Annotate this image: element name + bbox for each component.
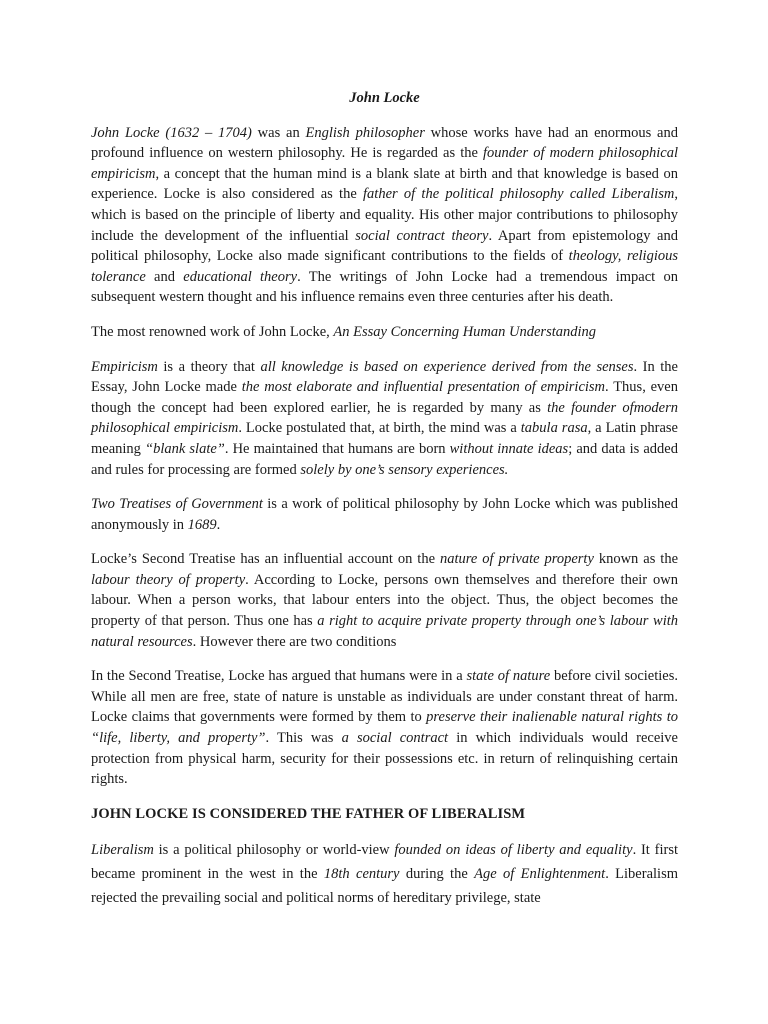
text-run: is a work of political philosophy by John Locke which was published anonymously in — [91, 496, 678, 533]
italic-run: theology, religious tolerance — [91, 248, 678, 285]
italic-run: solely by one’s sensory experiences. — [300, 461, 509, 478]
italic-run: state of nature — [466, 668, 551, 685]
italic-run: tabula rasa — [520, 420, 588, 437]
italic-run: a right to acquire private property through one’s labour with natural resources — [91, 613, 678, 650]
italic-run: Empiricism — [91, 358, 158, 375]
text-run: is a political philosophy or world-view — [153, 842, 395, 859]
italic-run: An Essay Concerning Human Understanding — [333, 323, 597, 340]
paragraph-property — [91, 549, 678, 652]
paragraph-intro — [91, 123, 678, 308]
italic-run: preserve their inalienable natural rights to “life, liberty, and property” — [91, 709, 678, 747]
text-run: . The writings of John Locke had a tremendous impact on subsequent western thought and his influence remains even three centuries after his death. — [91, 268, 678, 306]
italic-run: founder of modern philosophical empiricism — [91, 145, 678, 182]
text-run: The most renowned work of John Locke, — [91, 323, 334, 340]
text-run: . According to Locke, persons own themselves and therefore their own labour. When a person works, that labour enters into the object. Thus, the object becomes the property of that person. Thus one has — [91, 571, 678, 630]
text-run: . It first became prominent in the west in the — [91, 842, 678, 883]
paragraph-liberalism — [91, 838, 678, 910]
italic-run: father of the political philosophy called Liberalism — [363, 186, 675, 203]
text-run: was an — [251, 124, 306, 141]
italic-run: John Locke (1632 – 1704) — [91, 124, 252, 141]
italic-run: 1689 — [187, 516, 217, 533]
paragraph-empiricism — [91, 357, 678, 481]
text-run: , a concept that the human mind is a blank slate at birth and that knowledge is based on experience. Locke is also considered as the — [91, 165, 678, 203]
italic-run: “blank slate” — [145, 440, 225, 457]
italic-run: English philosopher — [305, 124, 425, 141]
italic-run: without innate ideas — [449, 440, 569, 457]
paragraph-treatises — [91, 494, 678, 535]
text-run: Locke’s Second Treatise has an influential account on the — [91, 551, 440, 568]
text-run: known as the — [593, 551, 679, 568]
italic-run: 18th century — [323, 866, 400, 883]
text-run: . This was — [265, 730, 342, 747]
text-run: . However there are two conditions — [192, 633, 397, 650]
italic-run: educational theory — [183, 268, 298, 285]
document-page — [91, 88, 678, 924]
text-run: . Thus, even though the concept had been explored earlier, he is regarded by many as — [91, 379, 678, 416]
italic-run: Liberalism — [91, 842, 154, 859]
text-run: and — [145, 268, 184, 285]
text-run: . Apart from epistemology and political philosophy, Locke also made significant contributions to the fields of — [91, 227, 678, 265]
text-run: , which is based on the principle of liberty and equality. His other major contributions to philosophy include the development of the influential — [91, 186, 678, 244]
italic-run: labour theory of property — [91, 571, 246, 588]
text-run: . He maintained that humans are born — [224, 440, 450, 457]
text-run: before civil societies. While all men are free, state of nature is unstable as individuals are under constant threat of harm. Locke claims that governments were formed by them to — [91, 668, 679, 726]
italic-run: nature of private property — [439, 551, 594, 568]
italic-run: Age of Enlightenment — [474, 866, 606, 883]
text-run: , a Latin phrase meaning — [91, 420, 678, 457]
italic-run: all knowledge is based on experience derived from the senses — [260, 358, 634, 375]
italic-run: the founder ofmodern philosophical empiricism — [91, 399, 678, 437]
text-run: ; and data is added and rules for processing are formed — [91, 440, 678, 478]
text-run: In the Second Treatise, Locke has argued that humans were in a — [91, 668, 467, 685]
italic-run: social contract theory — [355, 227, 489, 244]
text-run: in which individuals would receive protection from physical harm, security for their possessions etc. in return of relinquishing certain rights. — [91, 730, 678, 788]
text-run: is a theory that — [157, 358, 261, 375]
text-run: whose works have had an enormous and profound influence on western philosophy. He is regarded as the — [91, 124, 678, 162]
italic-run: Two Treatises of Government — [91, 496, 263, 513]
text-run: . — [216, 516, 221, 533]
italic-run: a social contract — [341, 730, 449, 747]
paragraph-essay — [91, 322, 678, 343]
italic-run: the most elaborate and influential presentation of empiricism — [241, 379, 606, 396]
section-heading: JOHN LOCKE IS CONSIDERED THE FATHER OF LIBERALISM — [91, 805, 526, 822]
document-title: John Locke — [349, 90, 420, 106]
text-run: . Liberalism rejected the prevailing social and political norms of hereditary privilege, state — [91, 866, 678, 907]
text-run: . Locke postulated that, at birth, the mind was a — [238, 420, 521, 437]
text-run: . In the Essay, John Locke made — [91, 358, 678, 396]
text-run: during the — [399, 866, 475, 883]
italic-run: founded on ideas of liberty and equality — [394, 842, 633, 859]
paragraph-state-of-nature — [91, 666, 678, 790]
